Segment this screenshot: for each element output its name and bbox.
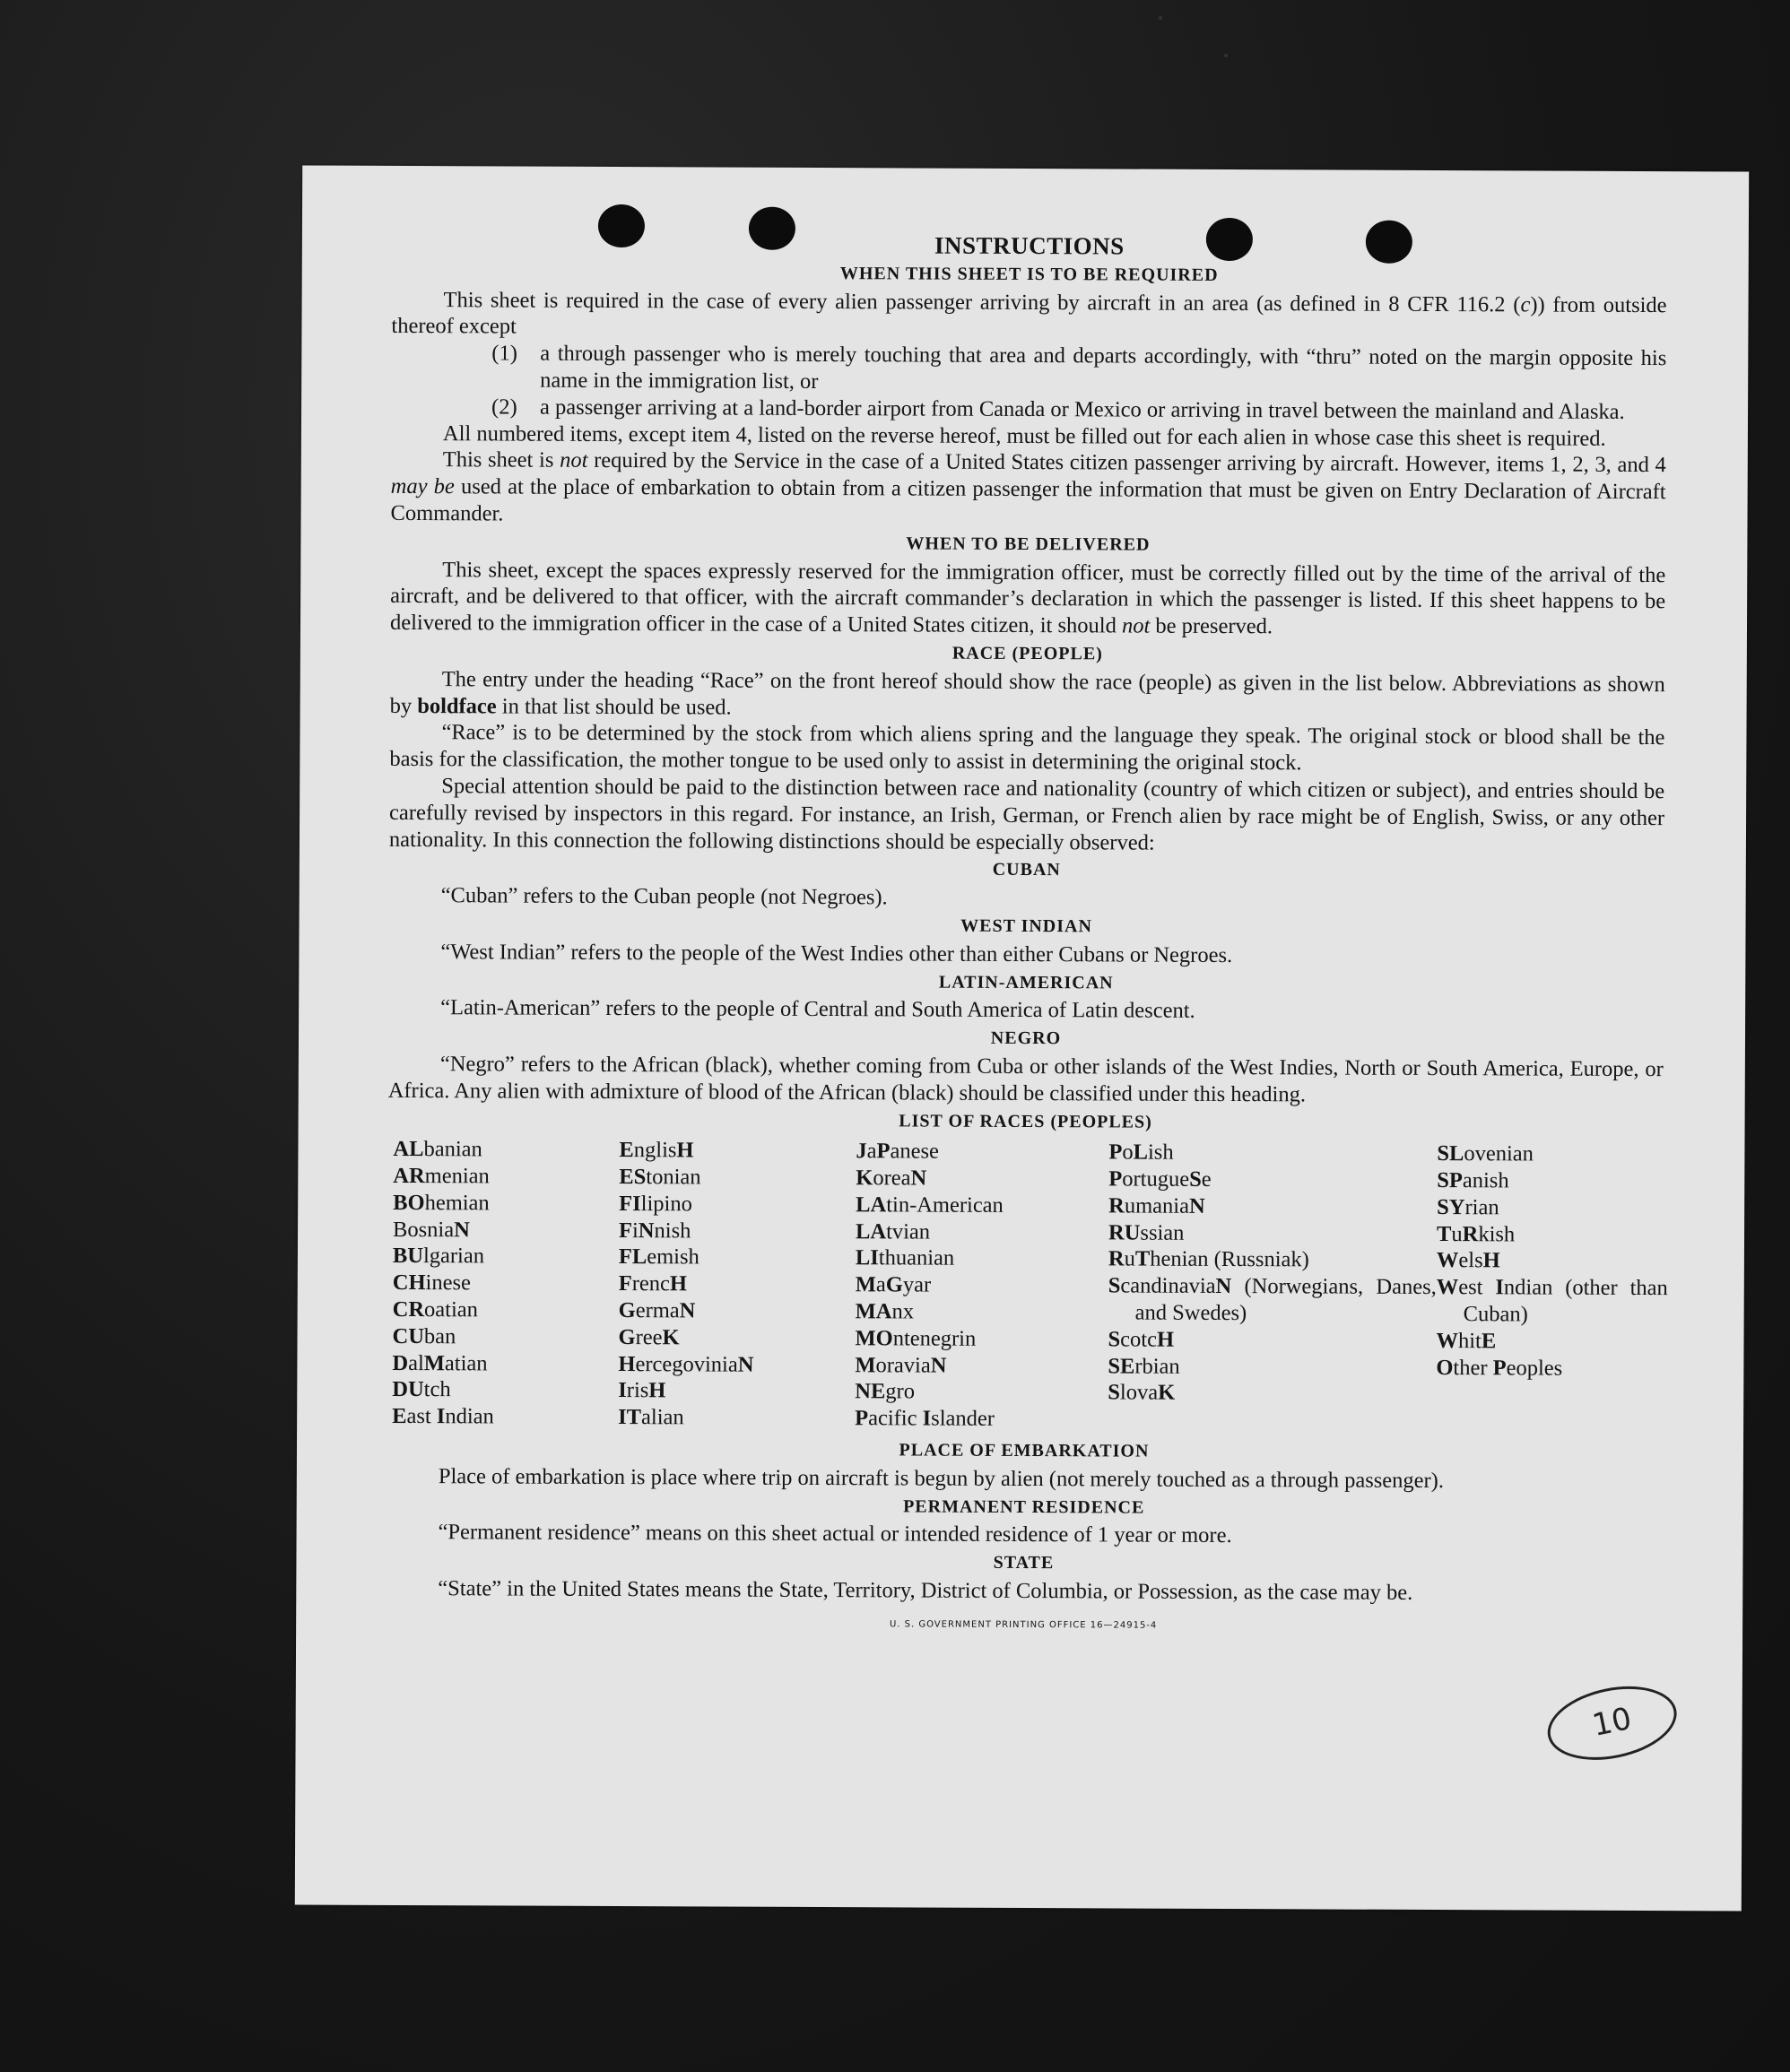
races-column bbox=[618, 1137, 856, 1432]
item-number: (2) bbox=[491, 394, 517, 420]
race-entry: LAtin-American bbox=[856, 1192, 1004, 1218]
paragraph-negro: “Negro” refers to the African (black), whether coming from Cuba or other islands of the West Indies, North or South America, Europe, or Africa. Any alien with admixture of blood of the African (black) should be classified under this heading. bbox=[387, 1052, 1664, 1107]
item-text: a passenger arriving at a land-border airport from Canada or Mexico or arriving in travel between the mainland and Alaska. bbox=[540, 394, 1625, 424]
paragraph-race-stock: “Race” is to be determined by the stock from which aliens spring and the language they speak. The original stock or blood shall be the basis for the classification, the mother tongue to be used only to assist in determining the original stock. bbox=[389, 720, 1665, 776]
race-entry: East Indian bbox=[392, 1404, 494, 1429]
race-entry: ScotcH bbox=[1108, 1327, 1175, 1352]
race-entry: NEgro bbox=[855, 1379, 916, 1404]
race-entry: CUban bbox=[392, 1323, 456, 1349]
race-entry: ALbanian bbox=[393, 1137, 482, 1162]
race-entry: GermaN bbox=[618, 1298, 696, 1323]
race-entry: FiNnish bbox=[619, 1218, 691, 1244]
race-entry: MoraviaN bbox=[855, 1352, 947, 1378]
race-entry: West Indian (other than Cuban) bbox=[1436, 1275, 1668, 1327]
race-entry: RUssian bbox=[1108, 1220, 1185, 1245]
paragraph-required-intro: This sheet is required in the case of every alien passenger arriving by aircraft in an area (as defined in 8 CFR 116.2 (c)) from outside thereof except bbox=[391, 287, 1667, 339]
dust-speck bbox=[1159, 16, 1162, 20]
race-entry: TuRkish bbox=[1436, 1221, 1516, 1247]
race-entry: FLemish bbox=[618, 1244, 699, 1270]
item-number: (1) bbox=[491, 341, 517, 366]
paragraph-numbered-items: All numbered items, except item 4, listed on the reverse hereof, must be filled out for each alien in whose case this sheet is required. bbox=[442, 420, 1606, 451]
paragraph-cuban: “Cuban” refers to the Cuban people (not Negroes). bbox=[440, 883, 888, 910]
paragraph-permanent-residence: “Permanent residence” means on this sheet actual or intended residence of 1 year or more. bbox=[438, 1520, 1232, 1548]
race-entry: BosniaN bbox=[393, 1217, 470, 1243]
paragraph-state: “State” in the United States means the State, Territory, District of Columbia, or Possession, as the case may be. bbox=[438, 1576, 1413, 1605]
printer-imprint: U. S. GOVERNMENT PRINTING OFFICE 16—24915-4 bbox=[889, 1619, 1158, 1631]
race-entry: MAnx bbox=[855, 1299, 915, 1324]
race-entry: Pacific Islander bbox=[855, 1406, 995, 1432]
race-entry: JaPanese bbox=[856, 1139, 940, 1164]
races-column bbox=[1108, 1140, 1437, 1435]
race-entry: FrencH bbox=[618, 1271, 688, 1296]
heading-latin-american: LATIN-AMERICAN bbox=[938, 972, 1114, 993]
race-entry: LIthuanian bbox=[855, 1245, 955, 1271]
heading-permanent-residence: PERMANENT RESIDENCE bbox=[903, 1496, 1145, 1518]
heading-cuban: CUBAN bbox=[992, 860, 1061, 880]
races-column bbox=[1436, 1140, 1668, 1435]
race-entry: EStonian bbox=[619, 1165, 701, 1190]
race-entry: WhitE bbox=[1436, 1328, 1497, 1354]
race-entry: ITalian bbox=[618, 1405, 684, 1430]
race-entry: WelsH bbox=[1436, 1248, 1500, 1273]
paragraph-west-indian: “West Indian” refers to the people of the West Indies other than either Cubans or Negroes. bbox=[440, 939, 1233, 967]
heading-race: RACE (PEOPLE) bbox=[951, 643, 1103, 664]
race-entry: Other Peoples bbox=[1436, 1355, 1563, 1381]
paragraph-embarkation: Place of embarkation is place where trip on aircraft is begun by alien (not merely touched as a through passenger). bbox=[438, 1464, 1445, 1493]
heading-negro: NEGRO bbox=[990, 1027, 1062, 1049]
race-entry: CRoatian bbox=[392, 1297, 478, 1322]
heading-list-of-races: LIST OF RACES (PEOPLES) bbox=[899, 1110, 1152, 1132]
item-text: a through passenger who is merely touching that area and departs accordingly, with “thru” noted on the margin opposite his name in the immigration list, or bbox=[540, 341, 1667, 394]
heading-when-delivered: WHEN TO BE DELIVERED bbox=[906, 533, 1151, 555]
race-entry: SPanish bbox=[1437, 1168, 1509, 1193]
dust-speck bbox=[1224, 54, 1228, 57]
race-entry: GreeK bbox=[618, 1324, 680, 1350]
race-entry: DalMatian bbox=[392, 1350, 488, 1376]
paragraph-delivered: This sheet, except the spaces expressly reserved for the immigration officer, must be correctly filled out by the time of the arrival of the aircraft, and be delivered to that officer, with the aircraft commander’s declaration in which the passenger is listed. If this sheet happens to be delivered to the immigration officer in the case of a United States citizen, it should not be preserved. bbox=[389, 557, 1666, 639]
race-entry: CHinese bbox=[392, 1270, 471, 1296]
paragraph-latin-american: “Latin-American” refers to the people of Central and South America of Latin descent. bbox=[440, 995, 1195, 1024]
race-entry: EnglisH bbox=[619, 1138, 694, 1163]
exception-item bbox=[391, 340, 1666, 399]
race-entry: BOhemian bbox=[393, 1190, 490, 1216]
races-list bbox=[392, 1136, 1668, 1435]
heading-state: STATE bbox=[993, 1553, 1055, 1574]
race-entry: BUlgarian bbox=[392, 1244, 485, 1269]
paragraph-race-nationality: Special attention should be paid to the distinction between race and nationality (country of which citizen or subject), and entries should be carefully revised by inspectors in this regard. For instance, an Irish, German, or French alien by race might be of English, Swiss, or any other nationality. In this connection the following distinctions should be especially observed: bbox=[388, 774, 1665, 855]
paragraph-citizen: This sheet is not required by the Service in the case of a United States citizen passenger arriving by aircraft. However, items 1, 2, 3, and 4 may be used at the place of embarkation to obtain from a citizen passenger the information that must be given on Entry Declaration of Aircraft Commander. bbox=[390, 447, 1666, 526]
sheet-content bbox=[386, 230, 1667, 1642]
race-entry: PortugueSe bbox=[1108, 1166, 1212, 1192]
race-entry: ScandinaviaN (Norwegians, Danes, and Swedes) bbox=[1108, 1273, 1437, 1326]
circled-number-stamp: 10 bbox=[1541, 1676, 1683, 1771]
race-entry: RumaniaN bbox=[1108, 1193, 1205, 1218]
race-entry: HercegoviniaN bbox=[618, 1351, 754, 1377]
races-column bbox=[392, 1136, 619, 1431]
instruction-sheet bbox=[295, 165, 1749, 1911]
heading-west-indian: WEST INDIAN bbox=[960, 915, 1092, 937]
race-entry: SLovenian bbox=[1437, 1141, 1534, 1166]
race-entry: LAtvian bbox=[855, 1218, 931, 1244]
race-entry: FIlipino bbox=[619, 1191, 692, 1217]
race-entry: KoreaN bbox=[856, 1166, 927, 1191]
race-entry: PoLish bbox=[1108, 1140, 1174, 1166]
race-entry: RuThenian (Russniak) bbox=[1108, 1246, 1309, 1272]
race-entry: DUtch bbox=[392, 1377, 451, 1402]
race-entry: IrisH bbox=[618, 1378, 666, 1403]
race-entry: SlovaK bbox=[1108, 1380, 1176, 1406]
race-entry: MaGyar bbox=[855, 1272, 932, 1297]
heading-when-required: WHEN THIS SHEET IS TO BE REQUIRED bbox=[839, 263, 1219, 285]
paragraph-race-entry: The entry under the heading “Race” on the front hereof should show the race (people) as given in the list below. Abbreviations as shown by boldface in that list should be used. bbox=[389, 666, 1665, 720]
page-title: INSTRUCTIONS bbox=[934, 231, 1125, 260]
race-entry: SErbian bbox=[1108, 1354, 1180, 1379]
heading-embarkation: PLACE OF EMBARKATION bbox=[899, 1440, 1150, 1461]
race-entry: SYrian bbox=[1437, 1194, 1499, 1220]
races-column bbox=[855, 1138, 1108, 1433]
race-entry: ARmenian bbox=[393, 1164, 490, 1189]
race-entry: MOntenegrin bbox=[855, 1326, 977, 1351]
